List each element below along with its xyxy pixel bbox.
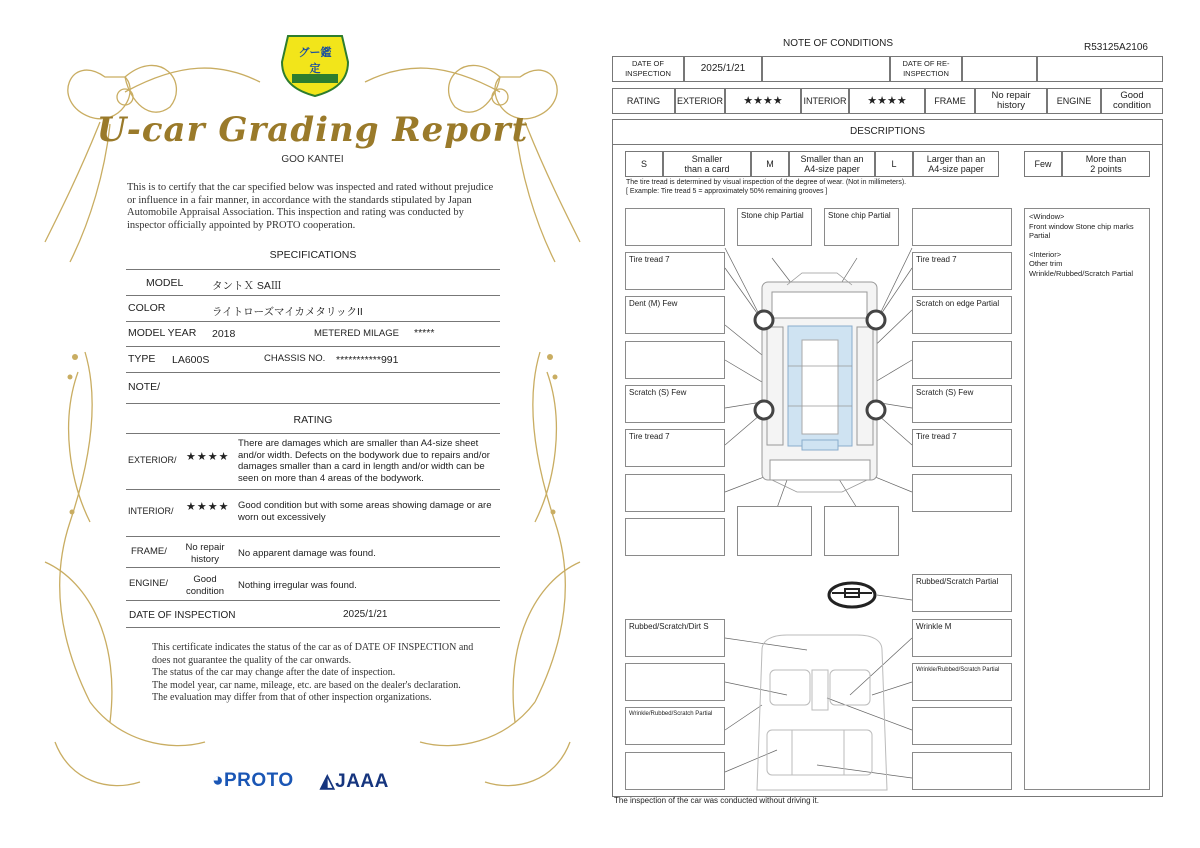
color-value: ライトローズマイカメタリックII: [212, 306, 363, 318]
damage-box-interior-left-1: Rubbed/Scratch/Dirt S: [625, 619, 725, 657]
badge-text: グー鑑定: [298, 47, 332, 75]
reference-number: R53125A2106: [1084, 42, 1148, 53]
frame-value: No repair history: [185, 542, 225, 565]
steering-wheel-icon: [829, 583, 875, 607]
frame-value: No repair history: [975, 88, 1047, 114]
model-label: MODEL: [146, 277, 184, 289]
legend-s-desc: Smaller than a card: [663, 151, 751, 177]
inspection-date-label: DATE OF INSPECTION: [612, 56, 684, 82]
damage-box-right-front-tire: Tire tread 7: [912, 252, 1012, 290]
damage-box: [912, 752, 1012, 790]
interior-notes-heading: <Interior>: [1029, 249, 1062, 259]
damage-box-right-rear-tire: Tire tread 7: [912, 429, 1012, 467]
engine-value: Good condition: [1101, 88, 1163, 114]
damage-box: [912, 707, 1012, 745]
inspection-date-label: DATE OF INSPECTION: [129, 610, 236, 621]
exterior-stars: ★★★★: [186, 451, 230, 463]
report-subtitle: GOO KANTEI: [281, 154, 344, 165]
damage-box: [824, 506, 899, 556]
damage-box: [912, 474, 1012, 512]
note-of-conditions: [612, 30, 1164, 810]
legend-s: S: [625, 151, 663, 177]
tire-tread-note-line: [ Example: Tire tread 5 = approximately 50% remaining grooves ]: [626, 188, 828, 195]
note-label: NOTE/: [128, 381, 161, 393]
proto-mark-icon: ◕: [212, 770, 224, 791]
damage-box-left-front-tire: Tire tread 7: [625, 252, 725, 290]
interior-stars: ★★★★: [849, 88, 925, 114]
mileage-value: *****: [414, 327, 435, 339]
frame-description: No apparent damage was found.: [238, 548, 376, 559]
exterior-description: There are damages which are smaller than A4-size sheet and/or width. Defects on the bodywork due to repairs and/or damages smaller than a card in length and/or width can be seen on more than 4 areas of the bodywork.: [238, 438, 490, 484]
side-notes-panel: [1024, 208, 1150, 790]
model-value: タントＸ SAⅢ: [212, 280, 282, 292]
certificate-intro: This is to certify that the car specified below was inspected and rated without prejudice or influence in a fair manner, in accordance with the standards stipulated by Japan Automobile Appraisal Association. This inspection and rating was conducted by inspector officially appointed by PROTO cooperation.: [127, 182, 494, 231]
inspection-footer-note: The inspection of the car was conducted without driving it.: [614, 796, 819, 805]
damage-box: [625, 474, 725, 512]
damage-box-interior-left-3: Wrinkle/Rubbed/Scratch Partial: [625, 707, 725, 745]
damage-box-top-right: Stone chip Partial: [824, 208, 899, 246]
notice-line: The status of the car may change after the date of inspection.: [152, 667, 396, 678]
certificate-notice: [152, 642, 482, 705]
exterior-stars: ★★★★: [725, 88, 801, 114]
rating-label: RATING: [612, 88, 675, 114]
legend-l-desc: Larger than an A4-size paper: [913, 151, 999, 177]
frame-label: FRAME/: [131, 546, 167, 557]
interior-notes-text: Other trim Wrinkle/Rubbed/Scratch Partial: [1029, 259, 1134, 278]
interior-label: INTERIOR/: [128, 506, 174, 516]
chassis-label: CHASSIS NO.: [264, 353, 326, 364]
damage-box: [912, 341, 1012, 379]
proto-logo-text: PROTO: [223, 770, 294, 791]
jaaa-logo: [320, 770, 389, 793]
grading-certificate: [30, 22, 595, 812]
legend-m: M: [751, 151, 789, 177]
damage-box: [625, 752, 725, 790]
damage-box-interior-right-1: Wrinkle M: [912, 619, 1012, 657]
report-title: U-car Grading Report: [96, 110, 529, 150]
inspection-date-value: 2025/1/21: [343, 609, 388, 620]
interior-description: Good condition but with some areas showing damage or are worn out excessively: [238, 500, 492, 523]
damage-box: [625, 518, 725, 556]
damage-box-right-scratch: Scratch (S) Few: [912, 385, 1012, 423]
interior-label: INTERIOR: [801, 88, 849, 114]
color-label: COLOR: [128, 302, 166, 314]
window-notes-text: Front window Stone chip marks Partial: [1029, 221, 1134, 240]
damage-box: [737, 506, 812, 556]
jaaa-mark-icon: ◭: [320, 771, 336, 792]
frame-label: FRAME: [925, 88, 975, 114]
jaaa-logo-text: JAAA: [335, 771, 389, 792]
legend-m-desc: Smaller than an A4-size paper: [789, 151, 875, 177]
damage-box-interior-right-2: Wrinkle/Rubbed/Scratch Partial: [912, 663, 1012, 701]
damage-box-top-left: Stone chip Partial: [737, 208, 812, 246]
reinspection-date-label: DATE OF RE-INSPECTION: [890, 56, 962, 82]
notice-line: The model year, car name, mileage, etc. are based on the dealer's declaration.: [152, 679, 461, 691]
type-value: LA600S: [172, 354, 210, 366]
damage-box: [625, 341, 725, 379]
damage-box-left-rear-tire: Tire tread 7: [625, 429, 725, 467]
mileage-label: METERED MILAGE: [314, 328, 399, 339]
specifications-heading: SPECIFICATIONS: [269, 249, 357, 261]
notice-line: This certificate indicates the status of the car as of DATE OF INSPECTION and does not guarantee the quality of the car onwards.: [152, 642, 474, 666]
chassis-value: ***********991: [336, 354, 399, 366]
damage-box-right-scratch-edge: Scratch on edge Partial: [912, 296, 1012, 334]
engine-value: Good condition: [185, 574, 225, 597]
note-title: NOTE OF CONDITIONS: [783, 38, 893, 49]
engine-label: ENGINE/: [129, 578, 169, 589]
legend-few-desc: More than 2 points: [1062, 151, 1150, 177]
model-year-value: 2018: [212, 328, 236, 340]
car-top-view-icon: [762, 282, 877, 480]
type-label: TYPE: [128, 353, 156, 365]
damage-box: [625, 663, 725, 701]
damage-box-steering: Rubbed/Scratch Partial: [912, 574, 1012, 612]
damage-box: [912, 208, 1012, 246]
legend-few: Few: [1024, 151, 1062, 177]
inspection-date-value: 2025/1/21: [684, 56, 762, 82]
tire-tread-note-line: The tire tread is determined by visual inspection of the degree of wear. (Not in millimeters).: [626, 179, 907, 186]
damage-box-left-dent: Dent (M) Few: [625, 296, 725, 334]
notice-line: The evaluation may differ from that of other inspection organizations.: [152, 692, 432, 703]
descriptions-heading: DESCRIPTIONS: [612, 119, 1163, 145]
damage-box-left-scratch: Scratch (S) Few: [625, 385, 725, 423]
model-year-label: MODEL YEAR: [128, 327, 197, 339]
interior-stars: ★★★★: [186, 501, 230, 513]
exterior-label: EXTERIOR/: [128, 455, 177, 465]
exterior-label: EXTERIOR: [675, 88, 725, 114]
legend-l: L: [875, 151, 913, 177]
car-interior-view-icon: [757, 635, 887, 790]
engine-label: ENGINE: [1047, 88, 1101, 114]
window-notes-heading: <Window>: [1029, 212, 1065, 221]
damage-box: [625, 208, 725, 246]
rating-heading: RATING: [293, 414, 333, 426]
engine-description: Nothing irregular was found.: [238, 580, 357, 591]
proto-logo: [212, 770, 294, 792]
